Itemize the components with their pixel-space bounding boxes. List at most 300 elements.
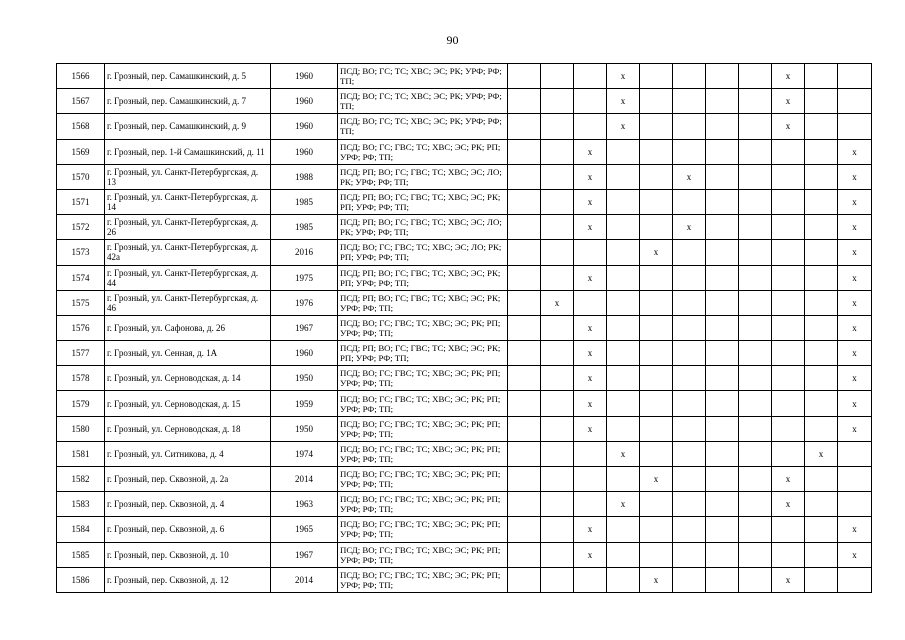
row-number-cell: 1584	[57, 517, 105, 542]
address-cell: г. Грозный, пер. Сквозной, д. 2а	[105, 467, 271, 492]
mark-cell	[706, 89, 739, 114]
mark-x: x	[607, 64, 640, 89]
mark-cell	[541, 164, 574, 189]
mark-cell	[640, 517, 673, 542]
systems-cell: ПСД; ВО; ГС; ТС; ХВС; ЭС; РК; УРФ; РФ; ТП;	[338, 64, 508, 89]
mark-cell	[574, 240, 607, 265]
mark-cell	[607, 139, 640, 164]
mark-cell	[739, 492, 772, 517]
mark-cell	[673, 64, 706, 89]
table-row	[57, 139, 872, 164]
mark-cell	[838, 441, 872, 466]
mark-x: x	[607, 492, 640, 517]
page-number: 90	[446, 33, 459, 47]
mark-x: x	[838, 542, 872, 567]
mark-cell	[574, 567, 607, 592]
mark-cell	[739, 567, 772, 592]
mark-cell	[838, 567, 872, 592]
mark-cell	[805, 189, 838, 214]
mark-cell	[541, 467, 574, 492]
year-cell: 1960	[271, 139, 338, 164]
mark-cell	[838, 89, 872, 114]
mark-cell	[805, 315, 838, 340]
mark-cell	[805, 492, 838, 517]
table-row	[57, 391, 872, 416]
year-cell: 1976	[271, 290, 338, 315]
address-cell: г. Грозный, ул. Санкт-Петербургская, д. 44	[105, 265, 271, 290]
mark-cell	[574, 114, 607, 139]
mark-cell	[706, 240, 739, 265]
address-cell: г. Грозный, ул. Санкт-Петербургская, д. 14	[105, 189, 271, 214]
mark-cell	[640, 341, 673, 366]
systems-cell: ПСД; ВО; ГС; ГВС; ТС; ХВС; ЭС; РК; РП; УРФ; РФ; ТП;	[338, 542, 508, 567]
table-row	[57, 240, 872, 265]
mark-x: x	[673, 164, 706, 189]
mark-x: x	[640, 567, 673, 592]
row-number-cell: 1581	[57, 441, 105, 466]
mark-x: x	[838, 290, 872, 315]
mark-cell	[640, 290, 673, 315]
mark-cell	[640, 542, 673, 567]
table-row	[57, 567, 872, 592]
systems-cell: ПСД; ВО; ГС; ГВС; ТС; ХВС; ЭС; РК; РП; УРФ; РФ; ТП;	[338, 517, 508, 542]
year-cell: 2014	[271, 567, 338, 592]
mark-cell	[607, 240, 640, 265]
mark-x: x	[772, 467, 805, 492]
mark-cell	[541, 114, 574, 139]
mark-cell	[673, 139, 706, 164]
year-cell: 1960	[271, 341, 338, 366]
mark-cell	[607, 517, 640, 542]
mark-cell	[706, 341, 739, 366]
address-cell: г. Грозный, пер. 1-й Самашкинский, д. 11	[105, 139, 271, 164]
mark-cell	[838, 114, 872, 139]
row-number-cell: 1571	[57, 189, 105, 214]
year-cell: 1974	[271, 441, 338, 466]
address-cell: г. Грозный, ул. Серноводская, д. 14	[105, 366, 271, 391]
mark-cell	[739, 64, 772, 89]
mark-cell	[541, 567, 574, 592]
mark-cell	[706, 492, 739, 517]
mark-cell	[541, 517, 574, 542]
year-cell: 1950	[271, 416, 338, 441]
row-number-cell: 1567	[57, 89, 105, 114]
mark-x: x	[574, 416, 607, 441]
mark-cell	[508, 139, 541, 164]
table-row	[57, 164, 872, 189]
row-number-cell: 1572	[57, 215, 105, 240]
mark-cell	[673, 189, 706, 214]
table-row	[57, 89, 872, 114]
mark-cell	[508, 492, 541, 517]
row-number-cell: 1568	[57, 114, 105, 139]
address-cell: г. Грозный, ул. Санкт-Петербургская, д. 26	[105, 215, 271, 240]
mark-x: x	[574, 164, 607, 189]
mark-cell	[739, 416, 772, 441]
mark-cell	[640, 164, 673, 189]
mark-cell	[673, 517, 706, 542]
mark-cell	[706, 114, 739, 139]
mark-cell	[706, 215, 739, 240]
systems-cell: ПСД; ВО; ГС; ГВС; ТС; ХВС; ЭС; РК; РП; УРФ; РФ; ТП;	[338, 492, 508, 517]
mark-cell	[739, 467, 772, 492]
mark-cell	[805, 391, 838, 416]
table-body	[57, 64, 872, 593]
mark-x: x	[838, 240, 872, 265]
address-cell: г. Грозный, пер. Сквозной, д. 10	[105, 542, 271, 567]
table-row	[57, 265, 872, 290]
mark-cell	[772, 416, 805, 441]
year-cell: 1960	[271, 114, 338, 139]
mark-cell	[739, 240, 772, 265]
mark-cell	[772, 366, 805, 391]
mark-cell	[640, 391, 673, 416]
mark-x: x	[607, 441, 640, 466]
mark-cell	[739, 341, 772, 366]
mark-cell	[673, 240, 706, 265]
mark-cell	[508, 567, 541, 592]
mark-x: x	[574, 315, 607, 340]
mark-cell	[541, 240, 574, 265]
mark-cell	[607, 467, 640, 492]
address-cell: г. Грозный, пер. Сквозной, д. 4	[105, 492, 271, 517]
mark-cell	[805, 164, 838, 189]
mark-cell	[673, 492, 706, 517]
mark-x: x	[838, 315, 872, 340]
mark-x: x	[838, 517, 872, 542]
systems-cell: ПСД; ВО; ГС; ГВС; ТС; ХВС; ЭС; РК; РП; УРФ; РФ; ТП;	[338, 366, 508, 391]
mark-cell	[673, 416, 706, 441]
mark-cell	[772, 315, 805, 340]
mark-cell	[640, 265, 673, 290]
row-number-cell: 1585	[57, 542, 105, 567]
row-number-cell: 1577	[57, 341, 105, 366]
year-cell: 1950	[271, 366, 338, 391]
mark-cell	[508, 441, 541, 466]
mark-x: x	[574, 391, 607, 416]
mark-cell	[607, 366, 640, 391]
mark-cell	[739, 517, 772, 542]
mark-cell	[673, 542, 706, 567]
mark-cell	[541, 89, 574, 114]
row-number-cell: 1580	[57, 416, 105, 441]
mark-cell	[673, 315, 706, 340]
mark-cell	[541, 441, 574, 466]
address-cell: г. Грозный, ул. Санкт-Петербургская, д. 13	[105, 164, 271, 189]
mark-cell	[739, 315, 772, 340]
year-cell: 1963	[271, 492, 338, 517]
table-row	[57, 366, 872, 391]
mark-cell	[640, 189, 673, 214]
mark-cell	[838, 467, 872, 492]
mark-cell	[640, 89, 673, 114]
mark-cell	[541, 341, 574, 366]
year-cell: 1965	[271, 517, 338, 542]
mark-cell	[706, 265, 739, 290]
mark-cell	[739, 114, 772, 139]
mark-x: x	[838, 215, 872, 240]
mark-cell	[508, 467, 541, 492]
mark-cell	[772, 517, 805, 542]
mark-cell	[706, 189, 739, 214]
row-number-cell: 1574	[57, 265, 105, 290]
systems-cell: ПСД; РП; ВО; ГС; ГВС; ТС; ХВС; ЭС; РК; РП; УРФ; РФ; ТП;	[338, 265, 508, 290]
mark-x: x	[772, 89, 805, 114]
mark-x: x	[574, 265, 607, 290]
mark-cell	[805, 240, 838, 265]
mark-cell	[508, 240, 541, 265]
systems-cell: ПСД; ВО; ГС; ГВС; ТС; ХВС; ЭС; РК; РП; УРФ; РФ; ТП;	[338, 315, 508, 340]
mark-cell	[673, 366, 706, 391]
systems-cell: ПСД; ВО; ГС; ГВС; ТС; ХВС; ЭС; РК; РП; УРФ; РФ; ТП;	[338, 567, 508, 592]
table-row	[57, 416, 872, 441]
mark-cell	[805, 467, 838, 492]
mark-x: x	[838, 139, 872, 164]
mark-cell	[607, 164, 640, 189]
year-cell: 1988	[271, 164, 338, 189]
mark-cell	[706, 467, 739, 492]
mark-x: x	[640, 467, 673, 492]
mark-cell	[673, 265, 706, 290]
mark-cell	[739, 139, 772, 164]
mark-cell	[805, 215, 838, 240]
mark-cell	[739, 164, 772, 189]
mark-cell	[805, 416, 838, 441]
row-number-cell: 1582	[57, 467, 105, 492]
address-cell: г. Грозный, пер. Сквозной, д. 12	[105, 567, 271, 592]
mark-cell	[673, 391, 706, 416]
mark-cell	[607, 341, 640, 366]
mark-cell	[508, 265, 541, 290]
mark-cell	[739, 89, 772, 114]
mark-cell	[607, 542, 640, 567]
mark-cell	[673, 114, 706, 139]
row-number-cell: 1575	[57, 290, 105, 315]
systems-cell: ПСД; РП; ВО; ГС; ГВС; ТС; ХВС; ЭС; РК; РП; УРФ; РФ; ТП;	[338, 341, 508, 366]
year-cell: 2014	[271, 467, 338, 492]
mark-cell	[673, 290, 706, 315]
mark-cell	[508, 164, 541, 189]
mark-cell	[772, 215, 805, 240]
systems-cell: ПСД; РП; ВО; ГС; ГВС; ТС; ХВС; ЭС; РК; РП; УРФ; РФ; ТП;	[338, 189, 508, 214]
mark-cell	[706, 441, 739, 466]
mark-x: x	[574, 215, 607, 240]
mark-cell	[508, 542, 541, 567]
mark-cell	[574, 492, 607, 517]
mark-cell	[640, 114, 673, 139]
mark-x: x	[838, 164, 872, 189]
address-cell: г. Грозный, пер. Сквозной, д. 6	[105, 517, 271, 542]
mark-cell	[607, 567, 640, 592]
mark-cell	[541, 265, 574, 290]
table-row	[57, 215, 872, 240]
mark-cell	[772, 441, 805, 466]
systems-cell: ПСД; ВО; ГС; ТС; ХВС; ЭС; РК; УРФ; РФ; ТП;	[338, 114, 508, 139]
mark-x: x	[607, 89, 640, 114]
table-row	[57, 517, 872, 542]
address-cell: г. Грозный, ул. Серноводская, д. 18	[105, 416, 271, 441]
mark-cell	[706, 139, 739, 164]
mark-x: x	[772, 114, 805, 139]
mark-cell	[508, 391, 541, 416]
mark-cell	[739, 366, 772, 391]
mark-cell	[706, 290, 739, 315]
mark-cell	[739, 391, 772, 416]
mark-cell	[805, 567, 838, 592]
mark-cell	[739, 215, 772, 240]
year-cell: 1985	[271, 215, 338, 240]
mark-x: x	[838, 391, 872, 416]
mark-cell	[640, 315, 673, 340]
mark-cell	[673, 467, 706, 492]
mark-x: x	[772, 492, 805, 517]
mark-cell	[772, 391, 805, 416]
mark-cell	[541, 315, 574, 340]
mark-cell	[739, 265, 772, 290]
mark-cell	[508, 315, 541, 340]
mark-cell	[772, 189, 805, 214]
systems-cell: ПСД; РП; ВО; ГС; ГВС; ТС; ХВС; ЭС; ЛО; РК; УРФ; РФ; ТП;	[338, 164, 508, 189]
mark-cell	[508, 64, 541, 89]
mark-cell	[640, 441, 673, 466]
table-row	[57, 114, 872, 139]
mark-cell	[772, 240, 805, 265]
mark-cell	[607, 189, 640, 214]
mark-x: x	[640, 240, 673, 265]
year-cell: 1967	[271, 542, 338, 567]
mark-cell	[772, 542, 805, 567]
mark-x: x	[838, 416, 872, 441]
mark-cell	[541, 64, 574, 89]
table-row	[57, 542, 872, 567]
mark-cell	[805, 542, 838, 567]
mark-cell	[673, 341, 706, 366]
systems-cell: ПСД; ВО; ГС; ГВС; ТС; ХВС; ЭС; РК; РП; УРФ; РФ; ТП;	[338, 467, 508, 492]
mark-cell	[739, 542, 772, 567]
mark-cell	[508, 416, 541, 441]
mark-cell	[805, 517, 838, 542]
mark-cell	[706, 315, 739, 340]
mark-cell	[607, 290, 640, 315]
mark-cell	[805, 366, 838, 391]
mark-cell	[508, 290, 541, 315]
mark-cell	[541, 542, 574, 567]
mark-x: x	[574, 542, 607, 567]
mark-cell	[838, 64, 872, 89]
row-number-cell: 1569	[57, 139, 105, 164]
year-cell: 1960	[271, 64, 338, 89]
mark-cell	[574, 64, 607, 89]
mark-cell	[673, 567, 706, 592]
table-row	[57, 467, 872, 492]
mark-cell	[673, 441, 706, 466]
mark-cell	[541, 492, 574, 517]
row-number-cell: 1573	[57, 240, 105, 265]
mark-cell	[508, 215, 541, 240]
mark-cell	[541, 416, 574, 441]
mark-cell	[541, 366, 574, 391]
mark-cell	[541, 189, 574, 214]
mark-cell	[838, 492, 872, 517]
systems-cell: ПСД; ВО; ГС; ГВС; ТС; ХВС; ЭС; РК; РП; УРФ; РФ; ТП;	[338, 139, 508, 164]
mark-cell	[739, 290, 772, 315]
table-row	[57, 290, 872, 315]
mark-cell	[706, 391, 739, 416]
year-cell: 1959	[271, 391, 338, 416]
table-row	[57, 492, 872, 517]
address-cell: г. Грозный, ул. Сенная, д. 1А	[105, 341, 271, 366]
mark-cell	[508, 517, 541, 542]
year-cell: 1985	[271, 189, 338, 214]
mark-x: x	[574, 517, 607, 542]
mark-x: x	[574, 366, 607, 391]
address-cell: г. Грозный, ул. Серноводская, д. 15	[105, 391, 271, 416]
row-number-cell: 1566	[57, 64, 105, 89]
systems-cell: ПСД; ВО; ГС; ГВС; ТС; ХВС; ЭС; РК; РП; УРФ; РФ; ТП;	[338, 391, 508, 416]
mark-x: x	[574, 341, 607, 366]
address-cell: г. Грозный, пер. Самашкинский, д. 7	[105, 89, 271, 114]
mark-cell	[772, 139, 805, 164]
mark-cell	[706, 567, 739, 592]
mark-x: x	[607, 114, 640, 139]
table-row	[57, 315, 872, 340]
row-number-cell: 1586	[57, 567, 105, 592]
mark-cell	[805, 89, 838, 114]
mark-cell	[739, 441, 772, 466]
row-number-cell: 1579	[57, 391, 105, 416]
table-row	[57, 189, 872, 214]
mark-x: x	[772, 567, 805, 592]
mark-cell	[706, 366, 739, 391]
mark-cell	[541, 391, 574, 416]
mark-cell	[772, 164, 805, 189]
mark-cell	[772, 290, 805, 315]
mark-cell	[805, 64, 838, 89]
mark-cell	[706, 542, 739, 567]
mark-x: x	[838, 265, 872, 290]
mark-cell	[805, 341, 838, 366]
mark-cell	[772, 341, 805, 366]
mark-cell	[706, 416, 739, 441]
mark-cell	[706, 164, 739, 189]
mark-cell	[706, 517, 739, 542]
mark-cell	[574, 467, 607, 492]
address-cell: г. Грозный, ул. Санкт-Петербургская, д. 42а	[105, 240, 271, 265]
mark-cell	[508, 341, 541, 366]
mark-cell	[508, 366, 541, 391]
systems-cell: ПСД; РП; ВО; ГС; ГВС; ТС; ХВС; ЭС; РК; УРФ; РФ; ТП;	[338, 290, 508, 315]
table-row	[57, 341, 872, 366]
year-cell: 2016	[271, 240, 338, 265]
mark-cell	[607, 315, 640, 340]
mark-cell	[607, 391, 640, 416]
mark-cell	[805, 114, 838, 139]
mark-cell	[805, 265, 838, 290]
mark-x: x	[574, 189, 607, 214]
mark-cell	[607, 416, 640, 441]
address-cell: г. Грозный, пер. Самашкинский, д. 9	[105, 114, 271, 139]
mark-x: x	[838, 366, 872, 391]
row-number-cell: 1576	[57, 315, 105, 340]
systems-cell: ПСД; ВО; ГС; ГВС; ТС; ХВС; ЭС; РК; РП; УРФ; РФ; ТП;	[338, 441, 508, 466]
mark-cell	[640, 64, 673, 89]
year-cell: 1967	[271, 315, 338, 340]
mark-x: x	[838, 341, 872, 366]
mark-cell	[706, 64, 739, 89]
mark-cell	[574, 441, 607, 466]
mark-cell	[607, 265, 640, 290]
year-cell: 1975	[271, 265, 338, 290]
